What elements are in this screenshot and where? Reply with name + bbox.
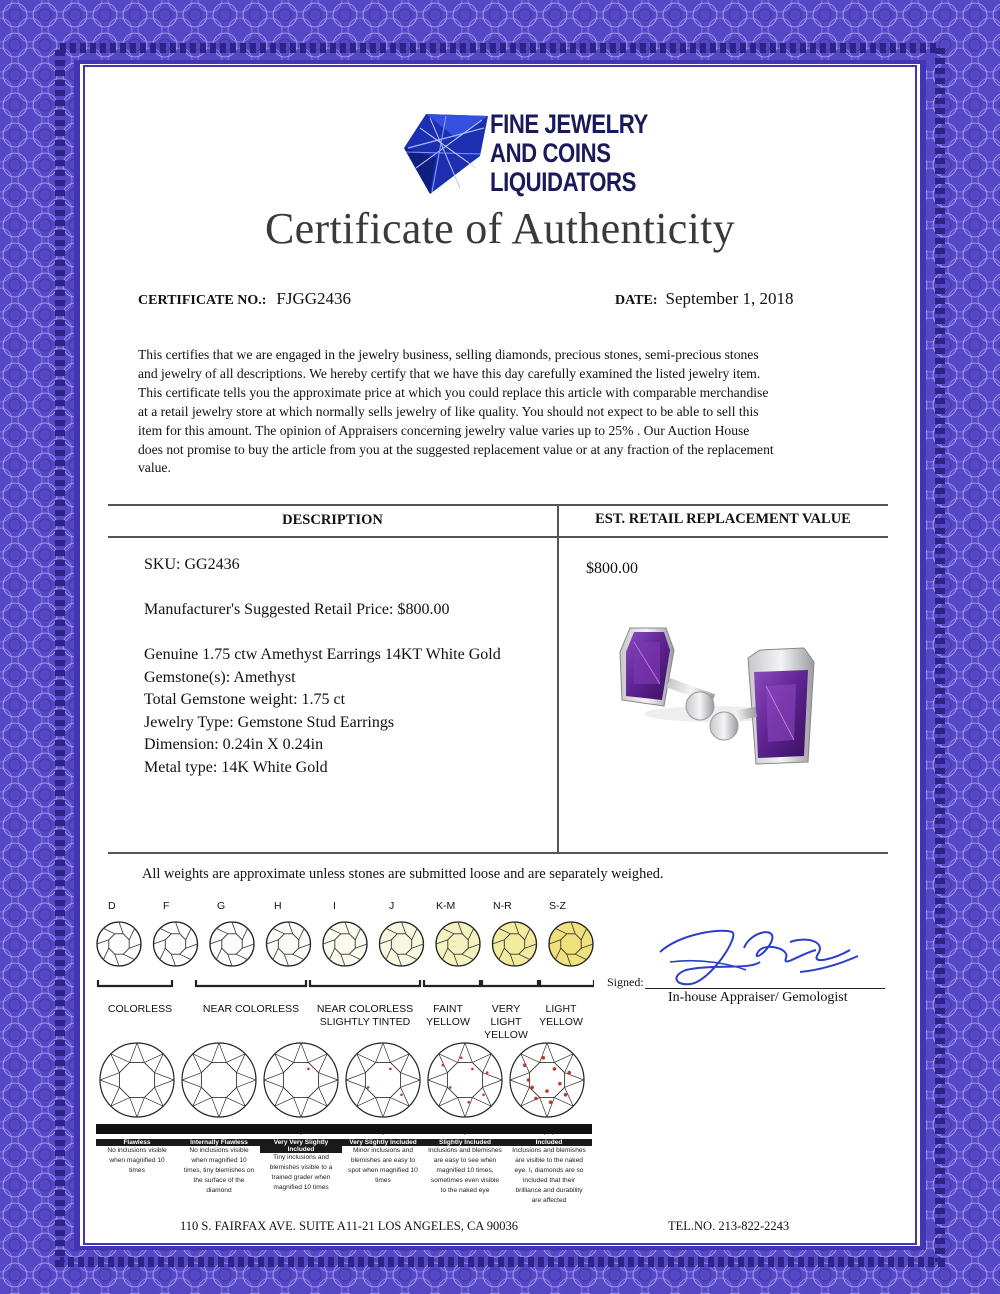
inclusion-mark [545,1089,549,1093]
clarity-desc-line: eye. I₁ diamonds are so [514,1167,584,1174]
clarity-desc [178,1146,260,1196]
handwritten-signature [640,912,870,992]
clarity-desc-line: trained grader when [271,1174,331,1181]
inclusion-mark [460,1057,463,1060]
clarity-desc-line: diamond [206,1187,232,1194]
clarity-desc [260,1153,342,1193]
clarity-desc [424,1146,506,1196]
color-grade-diamond [267,922,311,966]
inclusion-mark [442,1064,445,1067]
inclusion-mark [558,1082,562,1086]
item-detail-line: Gemstone(s): Amethyst [144,668,296,686]
inclusion-mark [486,1071,489,1074]
clarity-desc-line: Inclusions and blemishes [428,1147,502,1154]
inclusion-mark [400,1094,403,1097]
clarity-desc-line: are visible to the naked [515,1157,583,1164]
footer-phone: TEL.NO. 213-822-2243 [668,1219,790,1233]
clarity-code: SI₁|SI₂ [452,1126,478,1135]
clarity-column [178,1126,260,1196]
clarity-desc-line: Minor inclusions and [352,1147,414,1154]
logo-line-1: FINE JEWELRY [490,109,648,139]
color-letter: H [274,900,282,912]
description-column-header: DESCRIPTION [282,512,383,528]
clarity-desc-line: blemishes are easy to [350,1157,416,1164]
color-group-line: LIGHT [545,1003,577,1015]
color-letter: F [163,900,170,912]
amethyst-earrings-image [604,614,836,780]
intro-line: at a retail jewelry store at which normally sells jewelry of like quality. You should not expect to be able to sell this [138,403,759,419]
clarity-desc-line: times [375,1177,391,1184]
color-group-bracket [310,980,420,986]
color-grade-diamond [210,922,254,966]
inclusion-mark [367,1086,370,1089]
clarity-name: Very Very Slightly Included [260,1139,342,1153]
color-grade-diamond [323,922,367,966]
clarity-desc-line: spot when magnified 10 [348,1167,418,1174]
color-letter: I [333,900,336,912]
certificate-date-value: September 1, 2018 [665,289,794,308]
color-group-line: YELLOW [539,1016,583,1028]
color-letter: D [108,900,116,912]
color-letter: S-Z [549,900,566,912]
color-grade-diamond [493,922,537,966]
clarity-grade-columns [96,1126,592,1216]
item-msrp: Manufacturer's Suggested Retail Price: $800.00 [144,601,450,618]
clarity-desc-line: the surface of the [193,1177,245,1184]
logo-line-3: LIQUIDATORS [490,167,636,197]
clarity-grade-diamond [346,1043,420,1117]
clarity-code: VVS₁|VVS₂ [280,1126,322,1135]
clarity-grade-diamonds [96,1034,592,1124]
table-top-rule [108,504,888,506]
clarity-desc-line: No inclusions visible [189,1147,249,1154]
clarity-column [96,1126,178,1176]
clarity-column [424,1126,506,1196]
signed-label: Signed: [607,975,644,989]
clarity-desc-line: when magnified 10 [109,1157,165,1164]
clarity-desc-line: Inclusions and blemishes [512,1147,586,1154]
inclusion-mark [530,1086,534,1090]
intro-line: does not promise to buy the article from you at the suggested replacement value or at any fraction of the replacement [138,441,774,457]
inclusion-mark [449,1086,452,1089]
clarity-code: VS₁|VS₂ [367,1126,399,1135]
weights-note: All weights are approximate unless stones are submitted loose and are separately weighed. [142,866,664,882]
color-group-label [100,1003,180,1016]
color-grade-diamond [436,922,480,966]
clarity-column [506,1126,592,1206]
clarity-desc-line: magnified 10 times, [436,1167,494,1174]
inclusion-mark [523,1063,527,1067]
inclusion-mark [564,1093,568,1097]
color-group-line: COLORLESS [107,1003,173,1015]
color-grade-letters [94,900,594,916]
color-letter: N-R [493,900,512,912]
clarity-name: Very Slightly Included [342,1139,424,1146]
item-detail-line: Metal type: 14K White Gold [144,758,328,776]
item-value: $800.00 [586,560,638,577]
clarity-desc [506,1146,592,1206]
inclusion-mark [467,1101,470,1104]
intro-line: This certificate tells you the approximate price at which you could replace this article with comparable merchandise [138,384,769,400]
signature-line [645,988,885,989]
clarity-desc-line: times, tiny blemishes on [183,1167,255,1174]
clarity-grade-diamond [510,1043,584,1117]
color-letter: J [389,900,395,912]
item-detail-line: Dimension: 0.24in X 0.24in [144,736,324,754]
inclusion-mark [549,1100,553,1104]
certificate-number-row [138,289,351,309]
color-group-line: FAINT [433,1003,463,1015]
color-group-line: NEAR COLORLESS [202,1003,300,1015]
item-detail-line: Genuine 1.75 ctw Amethyst Earrings 14KT White Gold [144,646,501,663]
item-detail-line: Total Gemstone weight: 1.75 ct [144,691,346,709]
clarity-name: Internally Flawless [178,1139,260,1146]
clarity-grade-diamond [428,1043,502,1117]
clarity-desc-line: blemishes visible to a [269,1164,333,1171]
color-group-line: YELLOW [484,1029,528,1041]
clarity-desc-line: No inclusions visible [107,1147,167,1154]
clarity-desc-line: Tiny inclusions and [273,1154,329,1161]
logo-gem-icon [396,108,492,196]
item-details [144,644,501,780]
clarity-name: Flawless [96,1139,178,1146]
inclusion-mark [482,1094,485,1097]
table-header-rule [108,536,888,538]
table-column-divider [557,504,559,853]
color-group-label [310,1003,420,1029]
table-bottom-rule [108,852,888,854]
inclusion-mark [553,1067,557,1071]
signer-role: In-house Appraiser/ Gemologist [668,990,848,1005]
clarity-desc-line: magnified 10 times [273,1184,329,1191]
color-group-line: SLIGHTLY TINTED [319,1016,411,1028]
intro-line: value. [138,460,171,476]
certificate-title: Certificate of Authenticity [265,204,735,253]
clarity-name: Included [506,1139,592,1146]
clarity-desc [96,1146,178,1176]
inclusion-mark [527,1078,531,1082]
clarity-desc [342,1146,424,1186]
value-column-header: EST. RETAIL REPLACEMENT VALUE [595,511,851,527]
clarity-desc-line: are easy to see when [433,1157,497,1164]
color-group-bracket [540,980,594,986]
inclusion-mark [389,1068,392,1071]
clarity-grade-diamond [264,1043,338,1117]
inclusion-mark [471,1068,474,1071]
footer-address: 110 S. FAIRFAX AVE. SUITE A11-21 LOS ANGELES, CA 90036 [180,1219,518,1233]
color-group-line: VERY LIGHT [490,1003,522,1028]
intro-line: This certifies that we are engaged in the jewelry business, selling diamonds, precious stones, semi-precious stones [138,347,759,362]
clarity-grade-diamond [182,1043,256,1117]
certificate-date-row [615,289,793,309]
intro-line: item for this amount. The opinion of Appraisers concerning jewelry value varies up to 25% . Our Auction House [138,422,750,438]
color-group-line: NEAR COLORLESS [316,1003,414,1015]
clarity-column [342,1126,424,1186]
color-group-bracket [98,980,172,986]
clarity-desc-line: to the naked eye [440,1187,490,1194]
item-detail-line: Jewelry Type: Gemstone Stud Earrings [144,713,395,731]
color-group-line: YELLOW [426,1016,470,1028]
logo-line-2: AND COINS [490,138,611,168]
color-group-bracket [482,980,538,986]
color-group-label [420,1003,476,1029]
color-letter: K-M [436,900,456,912]
item-sku: SKU: GG2436 [144,556,240,573]
color-group-label [196,1003,306,1016]
clarity-desc-line: brilliance and durability [515,1187,583,1194]
clarity-desc-line: times [129,1167,145,1174]
inclusion-mark [542,1056,546,1060]
color-grade-diamond [154,922,198,966]
clarity-desc-line: are affected [531,1197,567,1204]
color-letter: G [217,900,226,912]
color-group-label [534,1003,588,1029]
certificate-number-value: FJGG2436 [276,289,351,308]
color-group-bracket [196,980,306,986]
clarity-desc-line: sometimes even visible [430,1177,500,1184]
color-group-bracket [424,980,480,986]
color-grade-diamonds [94,918,594,992]
logo-wordmark [490,110,683,197]
clarity-desc-line: when magnified 10 [191,1157,247,1164]
inclusion-mark [307,1068,310,1071]
clarity-code: I₁|I₂|I₃ [538,1126,560,1135]
color-grade-diamond [380,922,424,966]
inclusion-mark [567,1071,571,1075]
color-grade-diamond [549,922,593,966]
clarity-code: FL [132,1126,142,1135]
clarity-name: Slightly Included [424,1139,506,1146]
clarity-grade-diamond [100,1043,174,1117]
intro-line: and jewelry of all descriptions. We hereby certify that we have this day carefully examined the listed jewelry item. [138,365,761,381]
clarity-column [260,1126,342,1193]
clarity-desc-line: included that their [522,1177,576,1184]
intro-paragraph [138,346,878,478]
color-grade-diamond [97,922,141,966]
certificate-date-label: DATE: [615,293,658,308]
inclusion-mark [534,1097,538,1101]
clarity-code: IF [215,1126,223,1135]
certificate-number-label: CERTIFICATE NO.: [138,293,267,308]
